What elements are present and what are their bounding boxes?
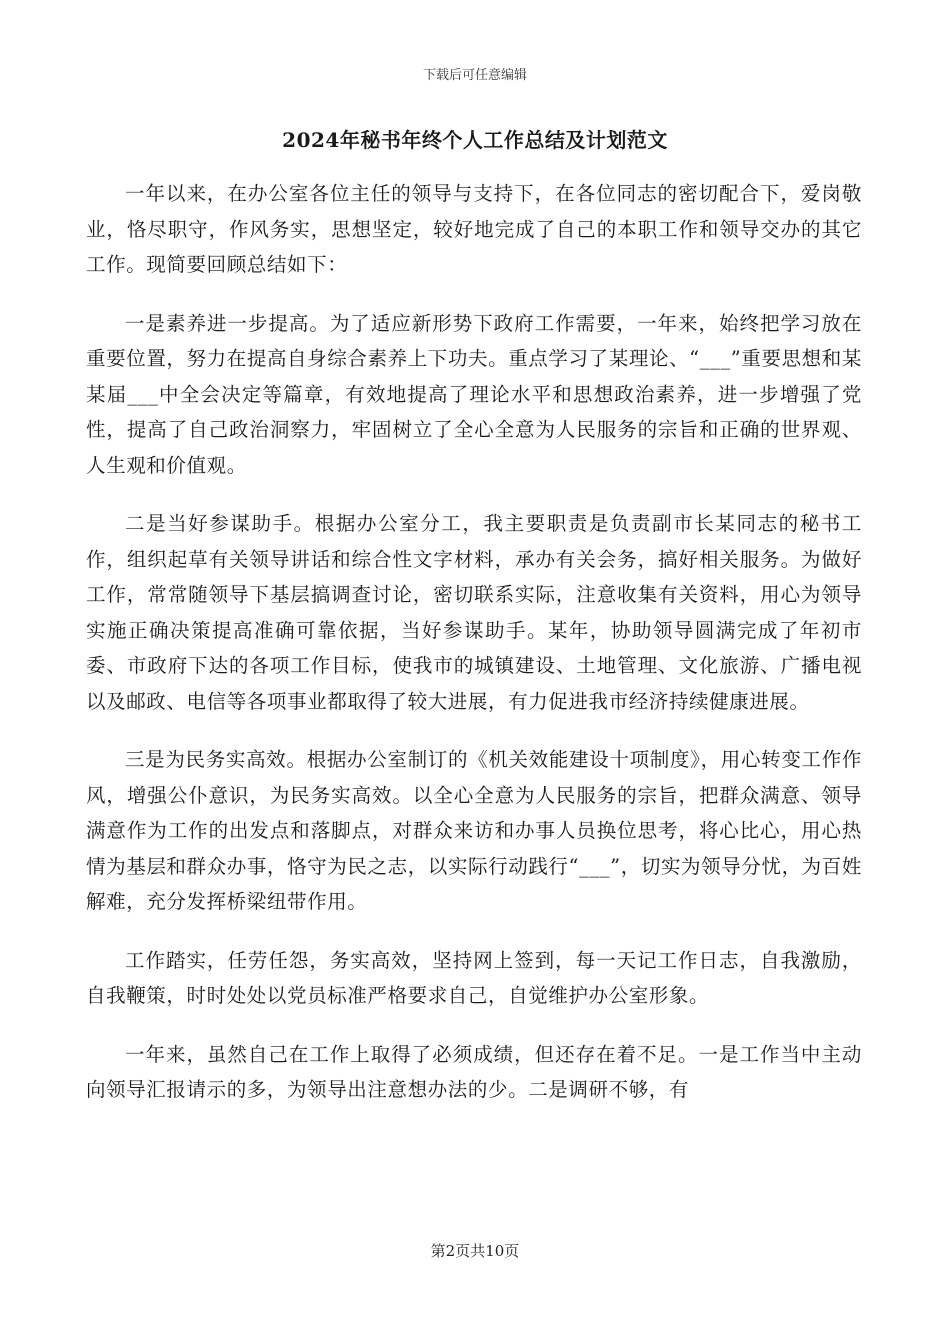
paragraph-shortcomings: 一年来，虽然自己在工作上取得了必须成绩，但还存在着不足。一是工作当中主动向领导汇报请示的多，为领导出注意想办法的少。二是调研不够，有 bbox=[86, 1042, 862, 1101]
page-number: 第2页共10页 bbox=[430, 1242, 520, 1260]
paragraph-assistant: 二是当好参谋助手。根据办公室分工，我主要职责是负责副市长某同志的秘书工作，组织起草有关领导讲话和综合性文字材料，承办有关会务，搞好相关服务。为做好工作，常常随领导下基层搞调查讨论，密切联系实际，注意收集有关资料，用心为领导实施正确决策提高准确可靠依据，当好参谋助手。某年，协助领导圆满完成了年初市委、市政府下达的各项工作目标，使我市的城镇建设、土地管理、文化旅游、广播电视以及邮政、电信等各项事业都取得了较大进展，有力促进我市经济持续健康进展。 bbox=[86, 512, 862, 713]
document-title: 2024年秘书年终个人工作总结及计划范文 bbox=[282, 128, 668, 152]
paragraph-efficiency: 三是为民务实高效。根据办公室制订的《机关效能建设十项制度》，用心转变工作作风，增强公仆意识，为民务实高效。以全心全意为人民服务的宗旨，把群众满意、领导满意作为工作的出发点和落脚点，对群众来访和办事人员换位思考，将心比心，用心热情为基层和群众办事，恪守为民之志，以实际行动践行“___”，切实为领导分忧，为百姓解难，充分发挥桥梁纽带作用。 bbox=[86, 748, 862, 913]
paragraph-diligence: 工作踏实，任劳任怨，务实高效，坚持网上签到，每一天记工作日志，自我激励，自我鞭策，时时处处以党员标准严格要求自己，自觉维护办公室形象。 bbox=[86, 948, 862, 1007]
header-note: 下载后可任意编辑 bbox=[422, 68, 527, 83]
document-body bbox=[86, 176, 862, 1131]
paragraph-quality: 一是素养进一步提高。为了适应新形势下政府工作需要，一年来，始终把学习放在重要位置，努力在提高自身综合素养上下功夫。重点学习了某理论、“___”重要思想和某某届___中全会决定等篇章，有效地提高了理论水平和思想政治素养，进一步增强了党性，提高了自己政治洞察力，牢固树立了全心全意为人民服务的宗旨和正确的世界观、人生观和价值观。 bbox=[86, 311, 862, 477]
paragraph-intro: 一年以来，在办公室各位主任的领导与支持下，在各位同志的密切配合下，爱岗敬业，恪尽职守，作风务实，思想坚定，较好地完成了自己的本职工作和领导交办的其它工作。现简要回顾总结如下： bbox=[86, 182, 862, 276]
